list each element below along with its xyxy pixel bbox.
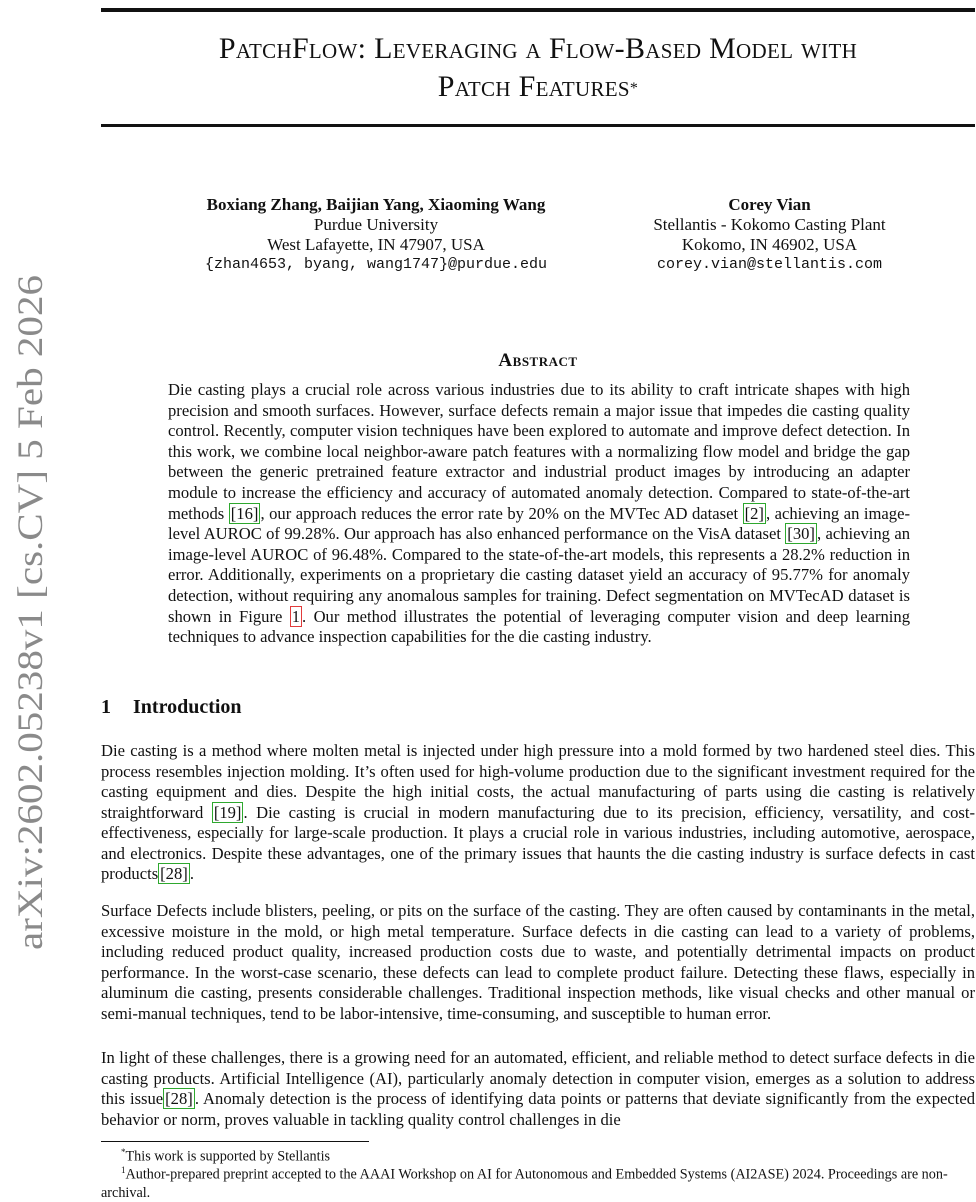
citation-link[interactable]: [16]	[230, 503, 259, 523]
abstract-text: Die casting plays a crucial role across various industries due to its ability to craft intricate shapes with high precision and smooth surfaces. However, surface defects remain a major issue that impedes die casting quality control. Recently, computer vision techniques have been explored to automate and improve defect detection. In this work, we combine local neighbor-aware patch features with a normalizing flow model and bridge the gap between the generic pretrained feature extractor and industrial product images by introducing an adapter module to increase the efficiency and accuracy of automated anomaly detection. Compared to state-of-the-art methods	[168, 380, 910, 523]
footnote-text: Author-prepared preprint accepted to the AAAI Workshop on AI for Autonomous and Embedded Systems (AI2ASE) 2024. Proceedings are non-archival.	[101, 1166, 948, 1201]
author-names: Corey Vian	[728, 195, 811, 214]
paragraph-text: . Die casting is crucial in modern manufacturing due to its precision, efficiency, versatility, and cost-effectiveness, especially for large-scale production. It plays a crucial role in various industries, including automotive, aerospace, and electronics. Despite these advantages, one of the primary issues that haunts the die casting industry is surface defects in cast products	[101, 802, 976, 883]
author-location: West Lafayette, IN 47907, USA	[267, 235, 485, 254]
abstract-text: , achieving an image-level AUROC of 99.28%. Our approach has also enhanced performance on the VisA dataset	[168, 503, 910, 544]
citation-link[interactable]: [28]	[160, 864, 188, 883]
abstract-heading: Abstract	[498, 350, 578, 371]
footnote-text: This work is supported by Stellantis	[125, 1148, 331, 1165]
intro-paragraph-1	[101, 741, 975, 885]
intro-paragraph-3	[101, 1048, 975, 1130]
author-email: corey.vian@stellantis.com	[656, 256, 883, 273]
paragraph-text: .	[189, 864, 194, 883]
author-location: Kokomo, IN 46902, USA	[681, 235, 858, 254]
author-names: Boxiang Zhang, Baijian Yang, Xiaoming Wang	[206, 195, 546, 214]
author-block-purdue	[161, 195, 591, 275]
abstract-text: . Our method illustrates the potential of leveraging computer vision and deep learning techniques to advance inspection capabilities for the die casting industry.	[168, 606, 910, 647]
citation-link[interactable]: [19]	[213, 802, 242, 822]
author-affiliation: Purdue University	[313, 215, 439, 234]
paragraph-text: . Anomaly detection is the process of identifying data points or patterns that deviate significantly from the expected behavior or norm, proves valuable in tackling quality control challenges in die	[101, 1089, 975, 1129]
title-bottom-rule	[101, 124, 975, 127]
paper-title	[101, 30, 975, 106]
footnote-preprint	[101, 1161, 975, 1202]
abstract-body	[168, 380, 910, 648]
section-title: Introduction	[133, 696, 242, 718]
footnote-mark: 1	[121, 1165, 126, 1175]
citation-link[interactable]: [2]	[744, 503, 764, 523]
author-affiliation: Stellantis - Kokomo Casting Plant	[653, 215, 886, 234]
intro-paragraph-2: Surface Defects include blisters, peeling, or pits on the surface of the casting. They are often caused by contaminants in the metal, excessive moisture in the mold, or high metal temperature. Surface defects in die casting can lead to a variety of problems, including reduced product quality, increased production costs due to waste, and potentially detrimental impacts on product performance. In the worst-case scenario, these defects can lead to complete product failure. Detecting these flaws, especially in aluminum die casting, presents considerable challenges. Traditional inspection methods, like visual checks and other manual or semi-manual techniques, tend to be labor-intensive, time-consuming, and susceptible to human error.	[101, 901, 975, 1023]
title-line-2: Patch Features	[437, 70, 630, 103]
arxiv-identifier-stamp	[4, 270, 54, 950]
title-footnote-mark: *	[629, 80, 639, 97]
section-heading-introduction	[101, 696, 242, 719]
author-email: {zhan4653, byang, wang1747}@purdue.edu	[204, 256, 548, 273]
abstract-text: , our approach reduces the error rate by 20% on the MVTec AD dataset	[260, 503, 743, 523]
title-line-1: PatchFlow: Leveraging a Flow-Based Model with	[218, 32, 858, 65]
figure-reference-link[interactable]: 1	[291, 606, 301, 626]
author-block-stellantis	[621, 195, 918, 275]
section-number: 1	[101, 696, 111, 718]
arxiv-stamp-text: arXiv:2602.05238v1 [cs.CV] 5 Feb 2026	[10, 358, 50, 950]
title-top-rule	[101, 8, 975, 12]
citation-link[interactable]: [30]	[787, 524, 815, 544]
citation-link[interactable]: [28]	[165, 1089, 193, 1108]
paragraph-text: Die casting is a method where molten metal is injected under high pressure into a mold formed by two hardened steel dies. This process resembles injection molding. It’s often used for high-volume production due to the significant investment required for the casting equipment and dies. Despite the high initial costs, the actual manufacturing of parts using die casting is relatively straightforward	[101, 741, 975, 822]
abstract-text: , achieving an image-level AUROC of 96.48%. Compared to the state-of-the-art models, this represents a 28.2% reduction in error. Additionally, experiments on a proprietary die casting dataset yield an accuracy of 95.77% for anomaly detection, without requiring any anomalous samples for training. Defect segmentation on MVTecAD dataset is shown in Figure	[168, 524, 910, 626]
footnote-divider	[101, 1141, 369, 1142]
paragraph-text: In light of these challenges, there is a growing need for an automated, efficient, and reliable method to detect surface defects in die casting products. Artificial Intelligence (AI), particularly anomaly detection in computer vision, emerges as a solution to address this issue	[101, 1048, 975, 1108]
footnote-mark: *	[121, 1147, 126, 1157]
